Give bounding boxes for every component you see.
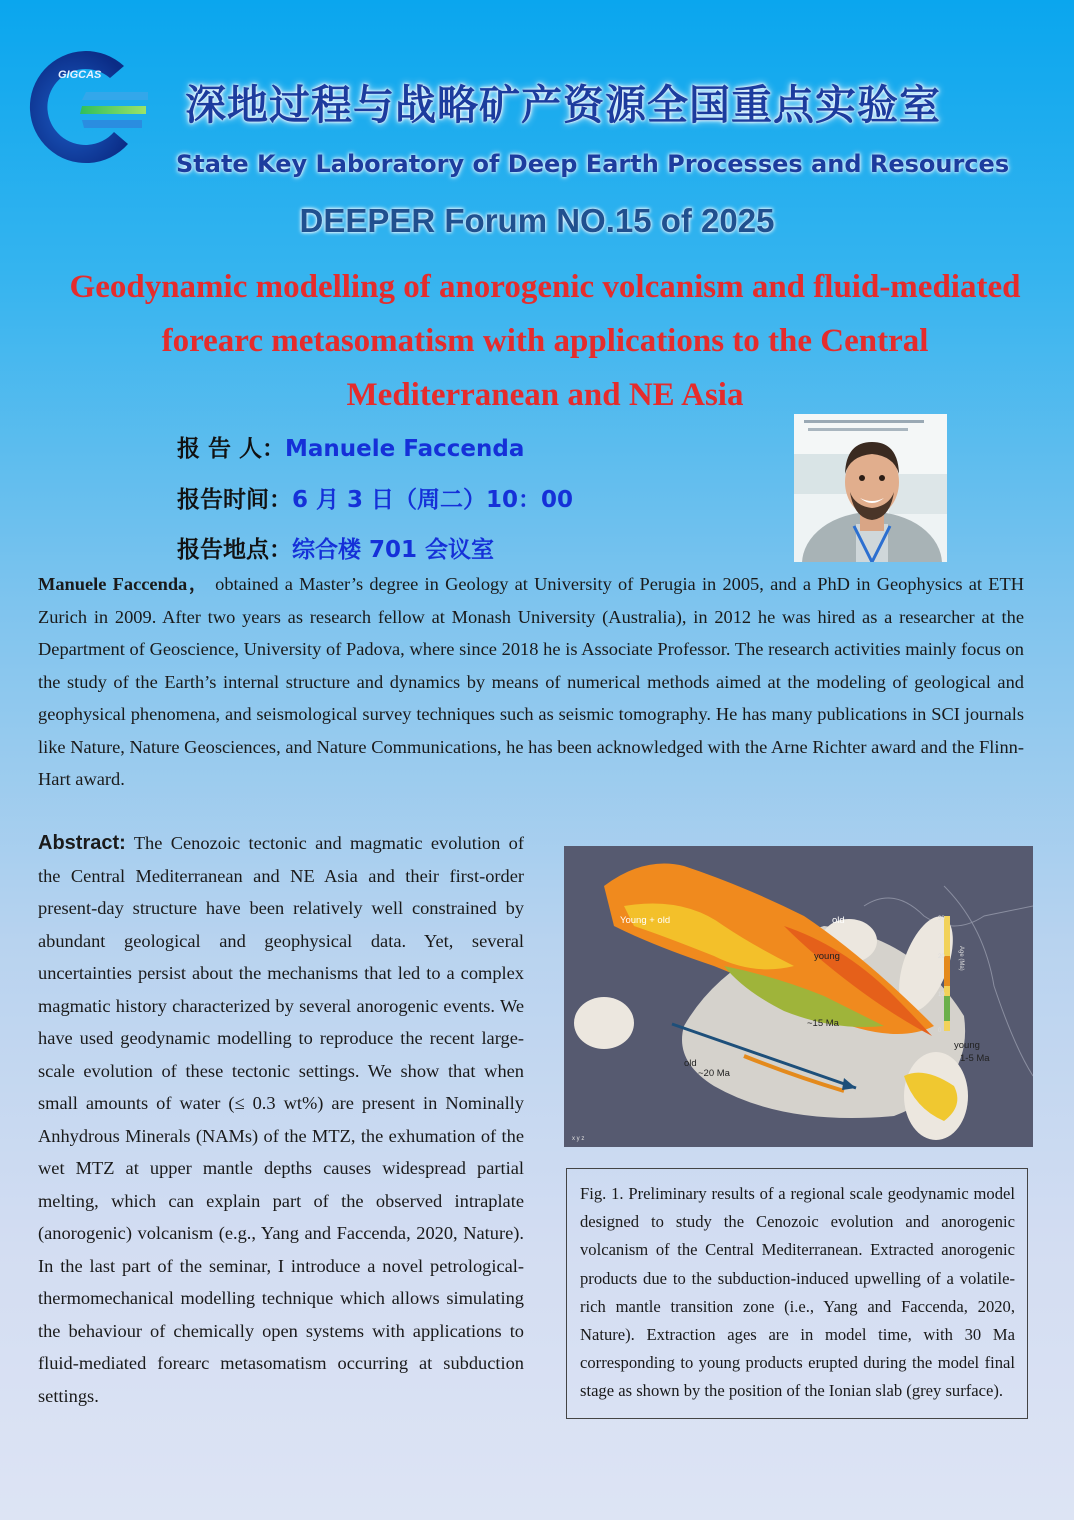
figure-caption: Fig. 1. Preliminary results of a regional scale geodynamic model designed to study the Cenozoic evolution and anorogenic volcanism of the Central Mediterranean. Extracted anorogenic products due to the subduction-induced upwelling of a volatile-rich mantle transition zone (i.e., Yang and Faccenda, 2020, Nature). Extraction ages are in model time, with 30 Ma corresponding to young products erupted during the model final stage as shown by the position of the Ionian slab (grey surface). (566, 1168, 1028, 1419)
speaker-label: 报 告 人： (177, 436, 286, 462)
logo-text: GIGCAS (58, 69, 102, 81)
model-figure (564, 846, 1033, 1147)
abstract-label: Abstract: (38, 832, 126, 854)
colorbar-tick: 0 (938, 1028, 942, 1034)
colorbar-tick: 30 (938, 916, 945, 922)
bio-name: Manuele Faccenda (38, 574, 188, 594)
speaker-name: Manuele Faccenda (285, 436, 525, 462)
talk-title (20, 260, 1070, 422)
colorbar-tick: 20 (938, 954, 945, 960)
lab-title-english: State Key Laboratory of Deep Earth Processes and Resources (176, 150, 1010, 178)
time-row (177, 481, 573, 514)
speaker-photo (794, 414, 947, 562)
fig-axes-triad: x y z (572, 1136, 585, 1142)
time-label: 报告时间： (177, 487, 292, 513)
colorbar-label: Age (Ma) (958, 946, 964, 971)
fig-label-20ma: ~20 Ma (698, 1068, 730, 1079)
colorbar-tick: 10 (938, 992, 945, 998)
fig-label-1-5ma: 1-5 Ma (960, 1053, 990, 1064)
talk-title-line: Geodynamic modelling of anorogenic volcanism and fluid-mediated (69, 269, 1021, 305)
speaker-bio (38, 568, 1024, 796)
place-label: 报告地点： (177, 537, 292, 563)
talk-title-line: forearc metasomatism with applications to the Central (161, 323, 929, 359)
place-row (177, 531, 494, 564)
abstract (38, 827, 524, 1412)
abstract-text: The Cenozoic tectonic and magmatic evolution of the Central Mediterranean and NE Asia and their first-order present-day structure have been relatively well constrained by abundant geological and geophysical data. Yet, several uncertainties persist about the mechanisms that led to a complex magmatic history characterized by several anorogenic events. We have used geodynamic modelling to reproduce the recent large-scale evolution of these tectonic settings. We show that when small amounts of water (≤ 0.3 wt%) are present in Nominally Anhydrous Minerals (NAMs) of the MTZ, the exhumation of the wet MTZ at upper mantle depths causes widespread partial melting, which can explain part of the observed intraplate (anorogenic) volcanism (e.g., Yang and Faccenda, 2020, Nature). In the last part of the seminar, I introduce a novel petrological-thermomechanical modelling technique which allows simulating the behaviour of chemically open systems with applications to fluid-mediated forearc metasomatism occurring at subduction settings. (38, 833, 524, 1406)
place-value: 综合楼 701 会议室 (292, 537, 495, 563)
fig-label-young: young (814, 951, 840, 962)
bio-comma: ， (187, 574, 209, 594)
fig-label-old: old (832, 915, 845, 926)
fig-label-15ma: ~15 Ma (807, 1018, 839, 1029)
fig-label-old-left: old (684, 1058, 697, 1069)
time-value: 6 月 3 日（周二）10：00 (292, 487, 574, 513)
bio-text: obtained a Master’s degree in Geology at University of Perugia in 2005, and a PhD in Geophysics at ETH Zurich in 2009. After two years as research fellow at Monash University (Australia), in 2012 he was hired as a researcher at the Department of Geoscience, University of Padova, where since 2018 he is Associate Professor. The research activities mainly focus on the study of the Earth’s internal structure and dynamics by means of numerical methods aimed at the modeling of geological and geophysical phenomena, and seismological survey techniques such as seismic tomography. He has many publications in SCI journals like Nature, Nature Geosciences, and Nature Communications, he has been acknowledged with the Arne Richter award and the Flinn-Hart award. (38, 574, 1024, 789)
speaker-row (177, 430, 524, 463)
fig-label-young-old: Young + old (620, 915, 671, 926)
fig-label-young-2: young (954, 1040, 980, 1051)
forum-title: DEEPER Forum NO.15 of 2025 (299, 202, 775, 239)
lab-logo (24, 48, 150, 166)
lab-title-chinese: 深地过程与战略矿产资源全国重点实验室 (185, 81, 941, 129)
talk-title-line: Mediterranean and NE Asia (346, 377, 744, 413)
